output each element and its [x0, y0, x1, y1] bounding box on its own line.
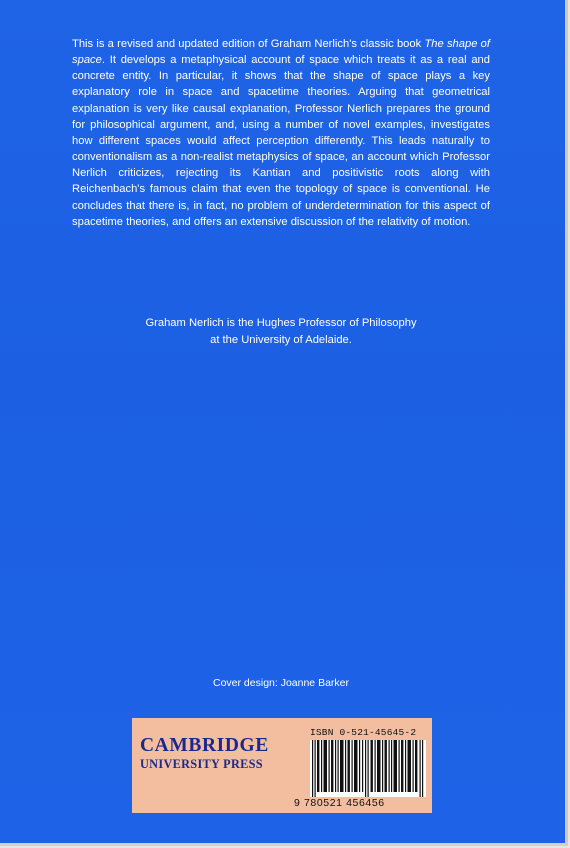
isbn-label: ISBN 0-521-45645-2 — [310, 727, 417, 738]
author-bio — [72, 315, 490, 349]
ean-digits: 9 780521 456456 — [294, 797, 385, 809]
cover-design-credit: Cover design: Joanne Barker — [213, 677, 349, 689]
publisher-isbn-box — [132, 718, 432, 813]
barcode-icon — [310, 740, 426, 797]
blurb-intro: This is a revised and updated edition of Graham Nerlich's classic book — [72, 38, 425, 50]
author-bio-line-2: at the University of Adelaide. — [210, 334, 352, 346]
book-title: The shape of space — [72, 38, 490, 67]
publisher-logo — [140, 736, 300, 772]
publisher-name: CAMBRIDGE — [140, 735, 269, 756]
author-bio-line-1: Graham Nerlich is the Hughes Professor of Philosophy — [145, 317, 417, 329]
book-description — [72, 36, 490, 230]
publisher-subname: UNIVERSITY PRESS — [140, 757, 263, 771]
blurb-body: . It develops a metaphysical account of space which treats it as a real and concrete entity. In particular, it shows that the shape of space plays a key explanatory role in space and spacetime theories. Arguing that geometrical explanation is very like causal explanation, Professor Nerlich prepares the ground for philosophical argument, and, using a number of novel examples, investigates how different spaces would affect perception differently. This leads naturally to conventionalism as a non-realist metaphysics of space, an account which Professor Nerlich criticizes, rejecting its Kantian and positivistic roots along with Reichenbach's famous claim that even the topology of space is conventional. He concludes that there is, in fact, no problem of underdetermination for this aspect of spacetime theories, and offers an extensive discussion of the relativity of motion. — [72, 54, 490, 228]
